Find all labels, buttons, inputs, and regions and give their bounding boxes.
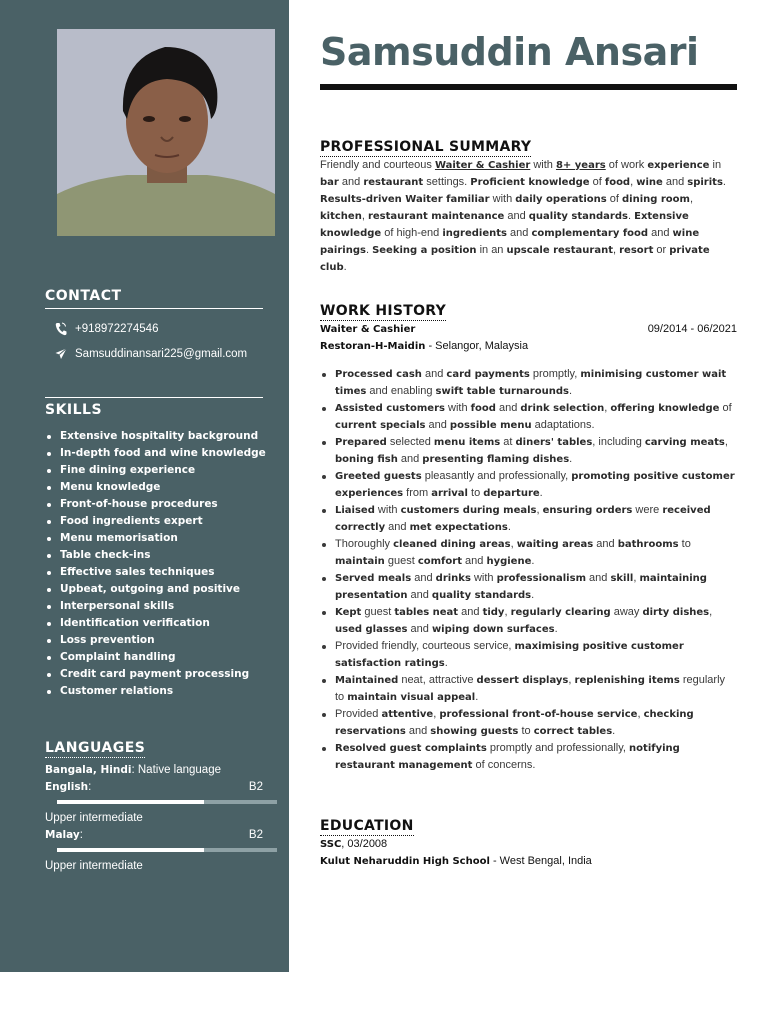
text-run: Seeking a position bbox=[372, 245, 477, 256]
text-run: wine bbox=[636, 177, 663, 188]
text-run: , bbox=[633, 572, 640, 584]
text-run: guest bbox=[384, 555, 418, 567]
text-run: and bbox=[461, 555, 487, 567]
contact-heading: CONTACT bbox=[45, 288, 122, 304]
skill-item: Table check-ins bbox=[45, 547, 263, 564]
skill-item: Fine dining experience bbox=[45, 462, 263, 479]
text-run: kitchen bbox=[320, 211, 362, 222]
text-run: and bbox=[405, 725, 431, 737]
languages-heading: LANGUAGES bbox=[45, 740, 146, 756]
text-run: Served meals bbox=[335, 573, 412, 584]
work-history-heading: WORK HISTORY bbox=[320, 303, 447, 319]
text-run: with bbox=[444, 402, 471, 414]
text-run: selected bbox=[386, 436, 434, 448]
text-run: . bbox=[365, 244, 373, 256]
summary-text bbox=[320, 157, 737, 276]
education-heading: EDUCATION bbox=[320, 818, 414, 834]
text-run: spirits bbox=[687, 177, 723, 188]
school-name: Kulut Neharuddin High School bbox=[320, 856, 490, 867]
skill-item: Effective sales techniques bbox=[45, 564, 263, 581]
duty-item bbox=[320, 672, 737, 706]
job-dates: 09/2014 - 06/2021 bbox=[647, 323, 737, 335]
text-run: . bbox=[507, 521, 511, 533]
text-run: at bbox=[500, 436, 516, 448]
text-run: of work bbox=[605, 159, 648, 171]
language-level: Upper intermediate bbox=[45, 812, 143, 824]
text-run: of bbox=[589, 176, 605, 188]
text-run: , bbox=[630, 176, 637, 188]
text-run: , bbox=[637, 708, 644, 720]
text-run: maximising positive customer satisfaction ratings bbox=[335, 641, 684, 669]
text-run: checking reservations bbox=[335, 709, 694, 737]
text-run: cleaned dining areas bbox=[393, 539, 511, 550]
text-run: of concerns. bbox=[472, 759, 536, 771]
text-run: promptly, bbox=[529, 368, 581, 380]
text-run: comfort bbox=[417, 556, 462, 567]
text-run: departure bbox=[483, 488, 540, 499]
text-run: of high-end bbox=[381, 227, 443, 239]
text-run: Resolved guest complaints bbox=[335, 743, 487, 754]
text-run: menu items bbox=[433, 437, 501, 448]
skill-item: Credit card payment processing bbox=[45, 666, 263, 683]
duty-item bbox=[320, 468, 737, 502]
text-run: promptly and professionally, bbox=[486, 742, 630, 754]
text-run: Prepared bbox=[335, 437, 387, 448]
text-run: and bbox=[504, 210, 529, 222]
text-run: and bbox=[585, 572, 611, 584]
text-run: upscale restaurant bbox=[506, 245, 613, 256]
language-english: English: B2 bbox=[45, 779, 263, 796]
text-run: Results-driven Waiter familiar bbox=[320, 194, 490, 205]
text-run: restaurant bbox=[363, 177, 424, 188]
text-run: waiting areas bbox=[516, 539, 594, 550]
text-run: . bbox=[343, 261, 347, 273]
text-run: notifying restaurant management bbox=[335, 743, 680, 771]
native-language bbox=[45, 762, 263, 779]
skill-item: Identification verification bbox=[45, 615, 263, 632]
native-language-level: : Native language bbox=[131, 764, 221, 776]
text-run: arrival bbox=[431, 488, 468, 499]
contact-email bbox=[45, 348, 263, 360]
text-run: of bbox=[606, 193, 622, 205]
education-degree-line bbox=[320, 836, 737, 853]
text-run: card payments bbox=[446, 369, 530, 380]
text-run: . bbox=[531, 555, 535, 567]
text-run: . bbox=[531, 589, 535, 601]
text-run: Proficient knowledge bbox=[470, 177, 590, 188]
text-run: and bbox=[397, 453, 423, 465]
text-run: dining room bbox=[621, 194, 690, 205]
education-school-line bbox=[320, 853, 737, 870]
contact-phone bbox=[45, 322, 263, 336]
text-run: , bbox=[433, 708, 440, 720]
languages-section bbox=[45, 740, 263, 875]
text-run: restaurant maintenance bbox=[367, 211, 505, 222]
language-grade: B2 bbox=[248, 829, 263, 841]
text-run: professionalism bbox=[496, 573, 586, 584]
text-run: , bbox=[510, 538, 517, 550]
text-run: Maintained bbox=[335, 675, 399, 686]
degree: SSC bbox=[320, 839, 342, 850]
text-run: and bbox=[662, 176, 688, 188]
text-run: with bbox=[489, 193, 516, 205]
text-run: diners' tables bbox=[515, 437, 593, 448]
text-run: and bbox=[648, 227, 673, 239]
text-run: . bbox=[722, 176, 726, 188]
text-run: with bbox=[374, 504, 401, 516]
employer-location: - Selangor, Malaysia bbox=[425, 340, 529, 352]
text-run: , bbox=[612, 244, 620, 256]
skill-item: Upbeat, outgoing and positive bbox=[45, 581, 263, 598]
language-malay: Malay: B2 bbox=[45, 827, 263, 844]
text-run: , bbox=[504, 606, 511, 618]
text-run: replenishing items bbox=[574, 675, 680, 686]
text-run: . bbox=[475, 691, 479, 703]
send-icon bbox=[55, 348, 75, 360]
text-run: wiping down surfaces bbox=[431, 624, 555, 635]
skill-item: Customer relations bbox=[45, 683, 263, 700]
text-run: maintaining presentation bbox=[335, 573, 707, 601]
text-run: , bbox=[568, 674, 575, 686]
duties-list bbox=[320, 366, 737, 774]
text-run: ingredients bbox=[442, 228, 507, 239]
duty-item bbox=[320, 536, 737, 570]
text-run: . bbox=[612, 725, 616, 737]
skill-item: Extensive hospitality background bbox=[45, 428, 263, 445]
duty-item bbox=[320, 706, 737, 740]
email-address[interactable]: Samsuddinansari225@gmail.com bbox=[75, 348, 248, 360]
text-run: food bbox=[470, 403, 496, 414]
text-run: Extensive knowledge bbox=[320, 211, 689, 239]
text-run: pleasantly and professionally, bbox=[421, 470, 572, 482]
text-run: private club bbox=[320, 245, 710, 273]
text-run: Kept bbox=[335, 607, 362, 618]
text-run: regularly clearing bbox=[510, 607, 611, 618]
skill-item: Interpersonal skills bbox=[45, 598, 263, 615]
skill-item: Loss prevention bbox=[45, 632, 263, 649]
text-run: or bbox=[653, 244, 670, 256]
text-run: away bbox=[610, 606, 643, 618]
text-run: and bbox=[495, 402, 521, 414]
language-bar bbox=[57, 800, 277, 804]
text-run: Greeted guests bbox=[335, 471, 422, 482]
text-run: swift table turnarounds bbox=[435, 386, 569, 397]
text-run: food bbox=[604, 177, 631, 188]
text-run: and bbox=[425, 419, 450, 431]
language-name: Malay bbox=[45, 829, 80, 841]
text-run: maintain bbox=[335, 556, 385, 567]
text-run: used glasses bbox=[335, 624, 408, 635]
job-title: Waiter & Cashier bbox=[320, 324, 416, 335]
text-run: Liaised bbox=[335, 505, 375, 516]
text-run: . bbox=[444, 657, 448, 669]
language-name: English bbox=[45, 781, 89, 793]
text-run: Thoroughly bbox=[335, 538, 394, 550]
text-run: , bbox=[361, 210, 368, 222]
text-run: possible menu bbox=[449, 420, 532, 431]
text-run: to bbox=[518, 725, 534, 737]
text-run: and enabling bbox=[366, 385, 436, 397]
text-run: experience bbox=[647, 160, 710, 171]
text-run: customers during meals bbox=[400, 505, 537, 516]
text-run: and bbox=[385, 521, 410, 533]
text-run: minimising customer wait times bbox=[335, 369, 727, 397]
text-run: daily operations bbox=[515, 194, 607, 205]
language-bar bbox=[57, 848, 277, 852]
language-bar-fill bbox=[57, 848, 204, 852]
skill-item: Food ingredients expert bbox=[45, 513, 263, 530]
text-run: drink selection bbox=[520, 403, 605, 414]
text-run: bar bbox=[320, 177, 339, 188]
text-run: skill bbox=[610, 573, 634, 584]
text-run: guest bbox=[361, 606, 395, 618]
text-run: and bbox=[593, 538, 618, 550]
text-run: current specials bbox=[335, 420, 426, 431]
text-run: Processed cash bbox=[335, 369, 422, 380]
text-run: showing guests bbox=[430, 726, 519, 737]
text-run: . bbox=[554, 623, 558, 635]
skills-list bbox=[45, 428, 266, 700]
language-level: Upper intermediate bbox=[45, 860, 143, 872]
duty-item bbox=[320, 400, 737, 434]
duty-item bbox=[320, 740, 737, 774]
text-run: . bbox=[569, 453, 573, 465]
text-run: received correctly bbox=[335, 505, 711, 533]
text-run: from bbox=[403, 487, 432, 499]
work-history-section bbox=[320, 302, 737, 774]
text-run: wine pairings bbox=[320, 228, 700, 256]
text-run: promoting positive customer experiences bbox=[335, 471, 735, 499]
language-bar-fill bbox=[57, 800, 204, 804]
text-run: drinks bbox=[435, 573, 471, 584]
text-run: Provided friendly, courteous service, bbox=[335, 640, 515, 652]
text-run: . bbox=[568, 385, 573, 397]
duty-item bbox=[320, 638, 737, 672]
duty-item bbox=[320, 604, 737, 638]
summary-section bbox=[320, 138, 737, 276]
phone-number[interactable]: +918972274546 bbox=[75, 323, 159, 335]
text-run: , bbox=[709, 606, 713, 618]
text-run: quality standards bbox=[431, 590, 532, 601]
school-location: - West Bengal, India bbox=[489, 855, 592, 867]
text-run: and bbox=[458, 606, 483, 618]
text-run: , including bbox=[592, 436, 645, 448]
text-run: , bbox=[724, 436, 728, 448]
text-run: offering knowledge bbox=[610, 403, 720, 414]
text-run: to bbox=[678, 538, 691, 550]
skill-item: In-depth food and wine knowledge bbox=[45, 445, 263, 462]
text-run: dessert displays bbox=[476, 675, 569, 686]
text-run: of bbox=[719, 402, 732, 414]
text-run: in an bbox=[476, 244, 507, 256]
job-employer bbox=[320, 338, 737, 355]
duty-item bbox=[320, 434, 737, 468]
text-run: to bbox=[467, 487, 484, 499]
text-run: were bbox=[632, 504, 663, 516]
contact-section bbox=[45, 288, 263, 360]
text-run: professional front-of-house service bbox=[439, 709, 638, 720]
skills-section bbox=[45, 397, 266, 700]
text-run: hygiene bbox=[486, 556, 532, 567]
text-run: in bbox=[709, 159, 722, 171]
text-run: and bbox=[506, 227, 532, 239]
skill-item: Menu knowledge bbox=[45, 479, 263, 496]
education-section bbox=[320, 817, 737, 870]
text-run: dirty dishes bbox=[642, 607, 710, 618]
text-run: . bbox=[627, 210, 635, 222]
text-run: , bbox=[604, 402, 611, 414]
text-run: attentive bbox=[381, 709, 434, 720]
candidate-name: Samsuddin Ansari bbox=[320, 30, 699, 74]
skill-item: Front-of-house procedures bbox=[45, 496, 263, 513]
text-run: and bbox=[421, 368, 447, 380]
duty-item bbox=[320, 570, 737, 604]
name-divider bbox=[320, 84, 737, 90]
text-run: carving meats bbox=[644, 437, 725, 448]
phone-icon bbox=[55, 322, 75, 336]
text-run: tables neat bbox=[394, 607, 459, 618]
text-run: , bbox=[689, 193, 694, 205]
skills-heading: SKILLS bbox=[45, 402, 103, 418]
text-run: bathrooms bbox=[617, 539, 679, 550]
text-run: ensuring orders bbox=[542, 505, 633, 516]
text-run: and bbox=[411, 572, 436, 584]
text-run: adaptations. bbox=[531, 419, 595, 431]
employer-name: Restoran-H-Maidin bbox=[320, 341, 426, 352]
sidebar bbox=[0, 0, 289, 972]
summary-heading: PROFESSIONAL SUMMARY bbox=[320, 139, 532, 155]
degree-date: , 03/2008 bbox=[341, 838, 388, 850]
text-run: complementary food bbox=[531, 228, 649, 239]
text-run: settings. bbox=[423, 176, 471, 188]
profile-photo bbox=[57, 29, 275, 236]
text-run: boning fish bbox=[335, 454, 398, 465]
skill-item: Complaint handling bbox=[45, 649, 263, 666]
text-run: resort bbox=[619, 245, 654, 256]
text-run: Assisted customers bbox=[335, 403, 445, 414]
text-run: neat, attractive bbox=[398, 674, 477, 686]
text-run: and bbox=[407, 589, 432, 601]
text-run: maintain visual appeal bbox=[347, 692, 476, 703]
text-run: with bbox=[470, 572, 497, 584]
language-grade: B2 bbox=[248, 781, 263, 793]
job-header bbox=[320, 321, 737, 338]
text-run: Provided bbox=[335, 708, 382, 720]
text-run: 8+ years bbox=[555, 160, 606, 171]
text-run: regularly to bbox=[335, 674, 726, 703]
text-run: and bbox=[407, 623, 432, 635]
text-run: quality standards bbox=[528, 211, 628, 222]
text-run: met expectations bbox=[409, 522, 508, 533]
text-run: Friendly and courteous bbox=[320, 159, 435, 171]
native-language-name: Bangala, Hindi bbox=[45, 764, 132, 776]
text-run: , bbox=[536, 504, 543, 516]
duty-item bbox=[320, 502, 737, 536]
text-run: tidy bbox=[482, 607, 505, 618]
text-run: with bbox=[530, 159, 556, 171]
duty-item bbox=[320, 366, 737, 400]
text-run: and bbox=[338, 176, 364, 188]
text-run: . bbox=[539, 487, 543, 499]
text-run: presenting flaming dishes bbox=[422, 454, 570, 465]
skill-item: Menu memorisation bbox=[45, 530, 263, 547]
text-run: Waiter & Cashier bbox=[434, 160, 531, 171]
text-run: correct tables bbox=[533, 726, 613, 737]
